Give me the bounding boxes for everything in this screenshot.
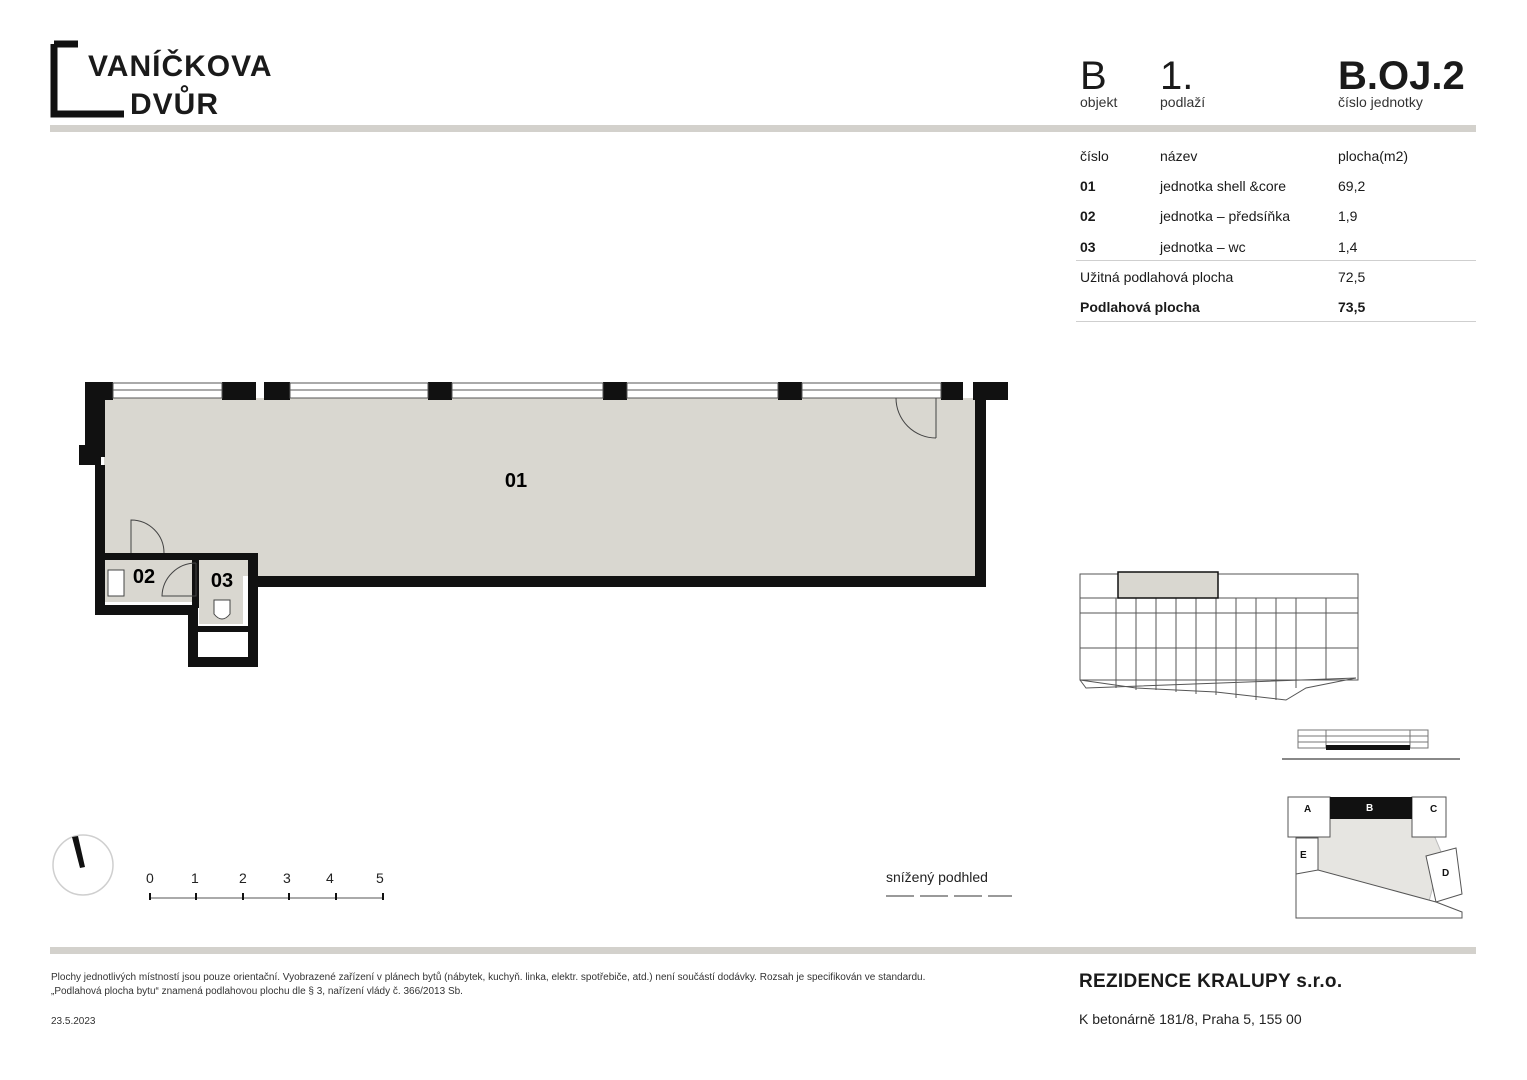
document-date: 23.5.2023 [51,1016,96,1027]
room-01-floor [113,398,975,576]
scale-tick-label: 1 [191,870,199,886]
logo-text-line1: VANÍČKOVA [88,50,273,83]
legend-dash-line [886,893,1012,899]
key-plan-label: D [1442,868,1450,879]
row-number: 03 [1080,239,1096,255]
object-label: objekt [1080,94,1118,110]
row-area: 1,4 [1338,239,1358,255]
key-plan-label: E [1300,850,1307,861]
floor-label: podlaží [1160,94,1206,110]
table-divider [1076,260,1476,261]
company-address: K betonárně 181/8, Praha 5, 155 00 [1079,1011,1302,1027]
scale-tick-label: 3 [283,870,291,886]
usable-area-row [1076,262,1476,292]
row-area: 69,2 [1338,178,1366,194]
footer-rule [50,947,1476,954]
row-number: 01 [1080,178,1096,194]
usable-area-value: 72,5 [1338,269,1366,285]
room-label-01: 01 [504,470,528,492]
building-section-thumbnail [1282,722,1460,762]
key-plan-map [1286,794,1472,926]
unit-value: B.OJ.2 [1338,54,1465,98]
room-label-02: 02 [132,566,156,588]
row-name: jednotka shell &core [1160,178,1287,194]
legend-lowered-ceiling: snížený podhled [886,869,988,885]
col-area-header: plocha(m2) [1338,148,1409,164]
row-number: 02 [1080,208,1096,224]
company-name: REZIDENCE KRALUPY s.r.o. [1079,971,1343,992]
row-area: 1,9 [1338,208,1358,224]
north-arrow-icon [50,832,116,898]
scale-bar [145,870,395,905]
sink-icon [108,570,124,596]
logo-text-line2: DVŮR [130,88,220,121]
table-header [1076,141,1476,171]
floor-value: 1. [1160,54,1194,98]
toilet-icon [214,600,230,619]
floor-area-row [1076,292,1476,322]
table-row [1076,232,1476,262]
table-row [1076,171,1476,201]
scale-tick-label: 5 [376,870,384,886]
table-row [1076,201,1476,231]
col-number-header: číslo [1080,148,1109,164]
row-name: jednotka – předsíňka [1160,208,1290,224]
scale-tick-label: 0 [146,870,154,886]
room-label-03: 03 [210,570,234,592]
usable-area-label: Užitná podlahová plocha [1080,269,1234,285]
key-plan-label: B [1366,803,1374,814]
footnote-line1: Plochy jednotlivých místností jsou pouze orientační. Vyobrazené zařízení v plánech bytů (nábytek, kuchyň. linka, elektr. spotřebiče, atd.) není součástí dodávky. Rozsah je specifikován ve standardu. [51,972,926,983]
floor-area-value: 73,5 [1338,299,1366,315]
building-floor-thumbnail [1076,568,1362,708]
key-plan-label: A [1304,804,1312,815]
key-plan-label: C [1430,804,1438,815]
unit-label: číslo jednotky [1338,94,1423,110]
scale-tick-label: 4 [326,870,334,886]
header-rule [50,125,1476,132]
col-name-header: název [1160,148,1198,164]
row-name: jednotka – wc [1160,239,1246,255]
room-01-floor [104,398,118,553]
floor-plan [70,370,1020,680]
scale-tick-label: 2 [239,870,247,886]
footnote-line2: „Podlahová plocha bytu“ znamená podlahovou plochu dle § 3, nařízení vlády č. 366/2013 Sb. [51,986,463,997]
table-divider [1076,321,1476,322]
object-value: B [1080,54,1107,98]
floor-area-label: Podlahová plocha [1080,299,1200,315]
